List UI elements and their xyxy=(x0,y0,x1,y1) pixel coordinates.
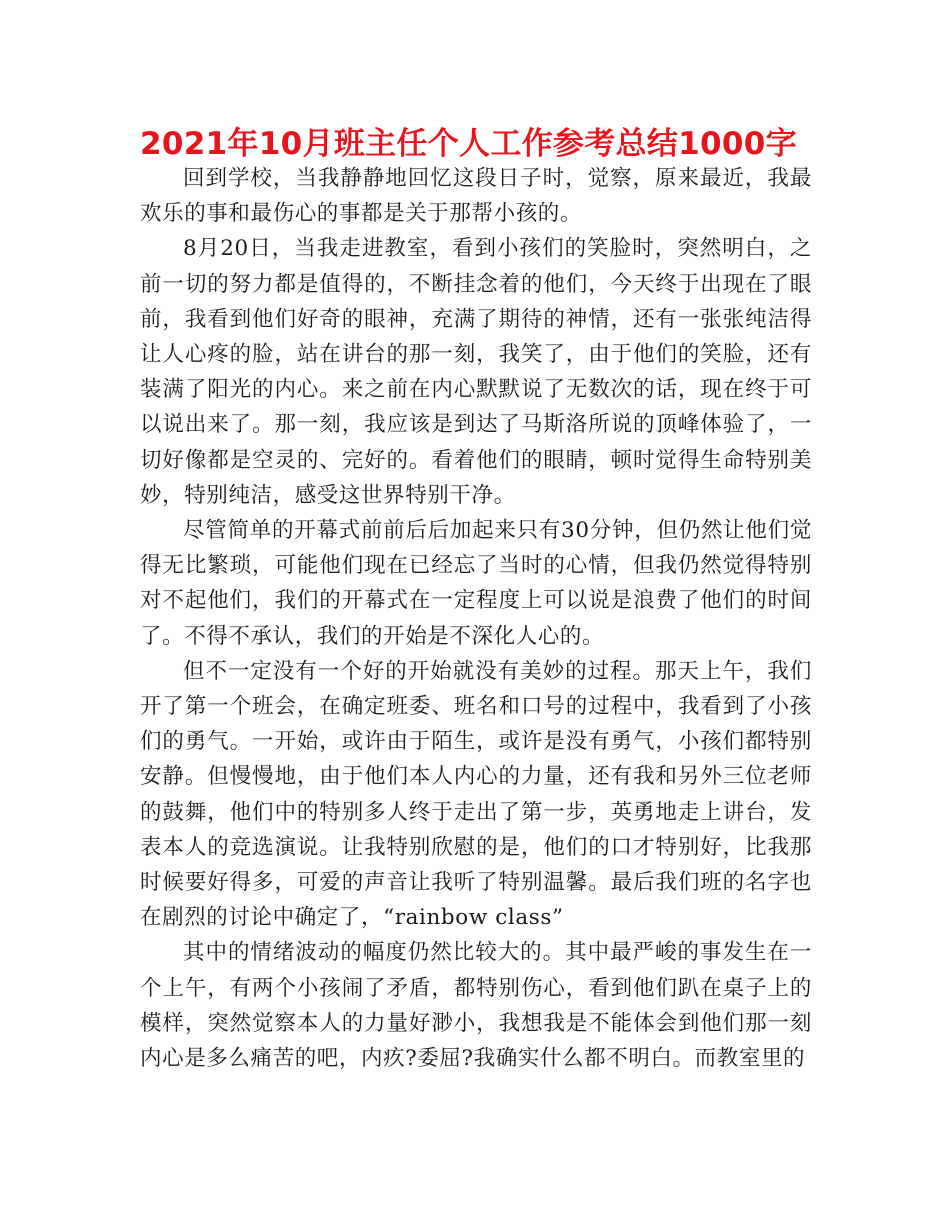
paragraph-5: 其中的情绪波动的幅度仍然比较大的。其中最严峻的事发生在一个上午，有两个小孩闹了矛盾，都特别伤心，看到他们趴在桌子上的模样，突然觉察本人的力量好渺小，我想我是不能体会到他们那一刻内心是多么痛苦的吧，内疚?委屈?我确实什么都不明白。而教室里的 xyxy=(140,940,812,1072)
paragraph-3: 尽管简单的开幕式前前后后加起来只有30分钟，但仍然让他们觉得无比繁琐，可能他们现在已经忘了当时的心情，但我仍然觉得特别对不起他们，我们的开幕式在一定程度上可以说是浪费了他们的时间了。不得不承认，我们的开始是不深化人心的。 xyxy=(140,518,812,649)
paragraph-4: 但不一定没有一个好的开始就没有美妙的过程。那天上午，我们开了第一个班会，在确定班委、班名和口号的过程中，我看到了小孩们的勇气。一开始，或许由于陌生，或许是没有勇气，小孩们都特别安静。但慢慢地，由于他们本人内心的力量，还有我和另外三位老师的鼓舞，他们中的特别多人终于走出了第一步，英勇地走上讲台，发表本人的竞选演说。让我特别欣慰的是，他们的口才特别好，比我那时候要好得多，可爱的声音让我听了特别温馨。最后我们班的名字也在剧烈的讨论中确定了，“rainbow class” xyxy=(140,658,812,931)
paragraph-1: 回到学校，当我静静地回忆这段日子时，觉察，原来最近，我最欢乐的事和最伤心的事都是关于那帮小孩的。 xyxy=(140,166,812,227)
document-body xyxy=(140,161,812,1076)
paragraph-2: 8月20日，当我走进教室，看到小孩们的笑脸时，突然明白，之前一切的努力都是值得的，不断挂念着的他们，今天终于出现在了眼前，我看到他们好奇的眼神，充满了期待的神情，还有一张张纯洁得让人心疼的脸，站在讲台的那一刻，我笑了，由于他们的笑脸，还有装满了阳光的内心。来之前在内心默默说了无数次的话，现在终于可以说出来了。那一刻，我应该是到达了马斯洛所说的顶峰体验了，一切好像都是空灵的、完好的。看着他们的眼睛，顿时觉得生命特别美妙，特别纯洁，感受这世界特别干净。 xyxy=(140,236,812,508)
document-title: 2021年10月班主任个人工作参考总结1000字 xyxy=(140,126,797,162)
